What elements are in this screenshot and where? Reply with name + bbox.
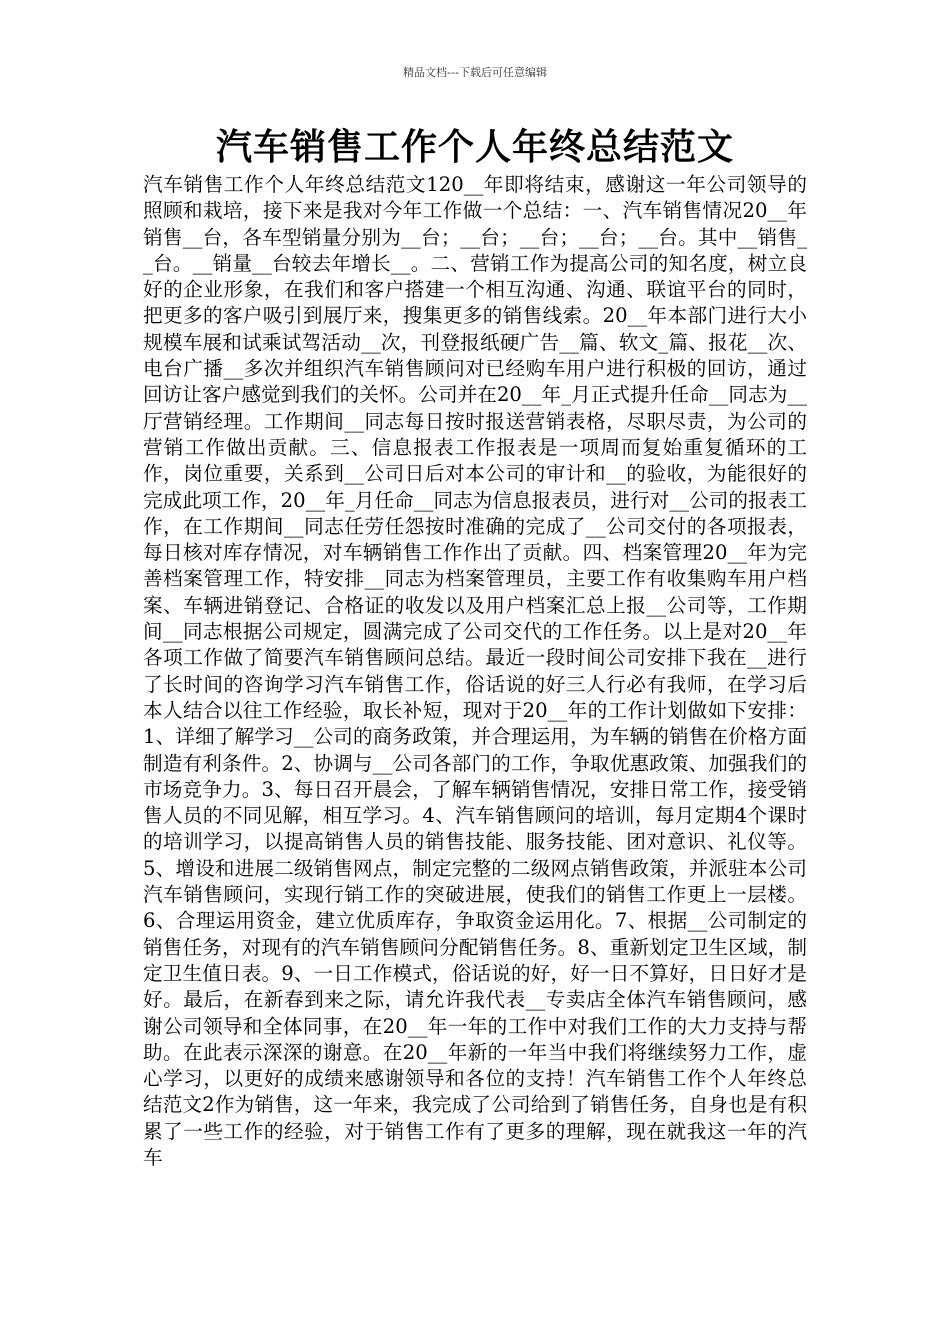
document-body: 汽车销售工作个人年终总结范文120__年即将结束，感谢这一年公司领导的照顾和栽培，接下来是我对今年工作做一个总结：一、汽车销售情况20__年销售__台，各车型销量分别为__台；__台；__台；__台；__台。其中__销售__台。__销量__台较去年增长__。二、营销工作为提高公司的知名度，树立良好的企业形象，在我们和客户搭建一个相互沟通、沟通、联谊平台的同时，把更多的客户吸引到展厅来，搜集更多的销售线索。20__年本部门进行大小规模车展和试乘试驾活动__次，刊登报纸硬广告__篇、软文_篇、报花__次、电台广播__多次并组织汽车销售顾问对已经购车用户进行积极的回访，通过回访让客户感觉到我们的关怀。公司并在20__年_月正式提升任命__同志为__厅营销经理。工作期间__同志每日按时报送营销表格，尽职尽责，为公司的营销工作做出贡献。三、信息报表工作报表是一项周而复始重复循环的工作，岗位重要，关系到__公司日后对本公司的审计和__的验收，为能很好的完成此项工作，20__年_月任命__同志为信息报表员，进行对__公司的报表工作，在工作期间__同志任劳任怨按时准确的完成了__公司交付的各项报表，每日核对库存情况，对车辆销售工作作出了贡献。四、档案管理20__年为完善档案管理工作，特安排__同志为档案管理员，主要工作有收集购车用户档案、车辆进销登记、合格证的收发以及用户档案汇总上报__公司等，工作期间__同志根据公司规定，圆满完成了公司交代的工作任务。以上是对20__年各项工作做了简要汽车销售顾问总结。最近一段时间公司安排下我在__进行了长时间的咨询学习汽车销售工作，俗话说的好三人行必有我师，在学习后本人结合以往工作经验，取长补短，现对于20__年的工作计划做如下安排：1、详细了解学习__公司的商务政策，并合理运用，为车辆的销售在价格方面制造有利条件。2、协调与__公司各部门的工作，争取优惠政策、加强我们的市场竞争力。3、每日召开晨会，了解车辆销售情况，安排日常工作，接受销售人员的不同见解，相互学习。4、汽车销售顾问的培训，每月定期4个课时的培训学习，以提高销售人员的销售技能、服务技能、团对意识、礼仪等。5、增设和进展二级销售网点，制定完整的二级网点销售政策，并派驻本公司汽车销售顾问，实现行销工作的突破进展，使我们的销售工作更上一层楼。6、合理运用资金，建立优质库存，争取资金运用化。7、根据__公司制定的销售任务，对现有的汽车销售顾问分配销售任务。8、重新划定卫生区域，制定卫生值日表。9、一日工作模式，俗话说的好，好一日不算好，日日好才是好。最后，在新春到来之际，请允许我代表__专卖店全体汽车销售顾问，感谢公司领导和全体同事，在20__年一年的工作中对我们工作的大力支持与帮助。在此表示深深的谢意。在20__年新的一年当中我们将继续努力工作，虚心学习，以更好的成绩来感谢领导和各位的支持！汽车销售工作个人年终总结范文2作为销售，这一年来，我完成了公司给到了销售任务，自身也是有积累了一些工作的经验，对于销售工作有了更多的理解，现在就我这一年的汽车 xyxy=(143,173,807,1169)
document-title: 汽车销售工作个人年终总结范文 xyxy=(215,127,734,168)
header-note: 精品文档---下载后可任意编辑 xyxy=(403,66,547,79)
